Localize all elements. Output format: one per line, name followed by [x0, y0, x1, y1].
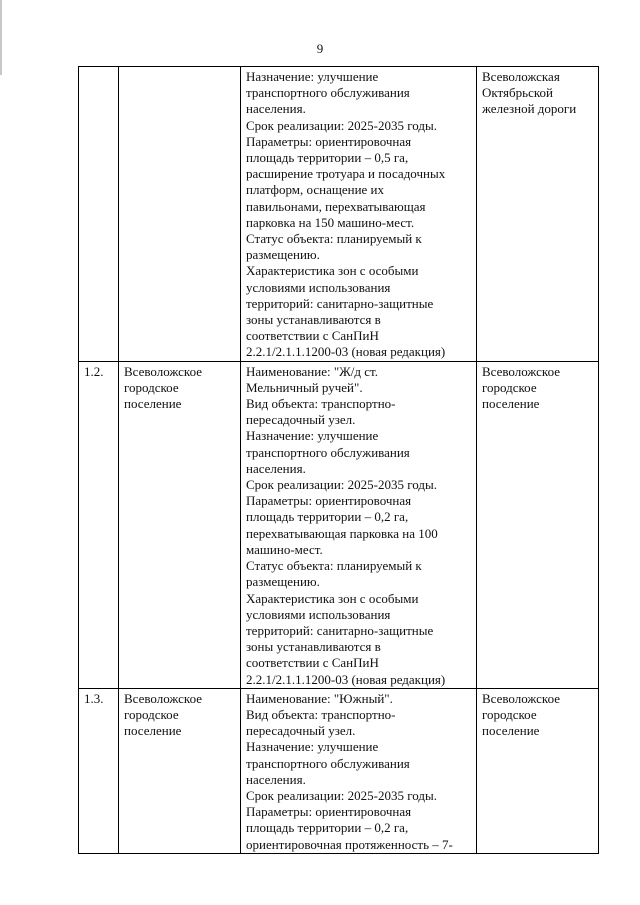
description-line: площадь территории – 0,2 га,	[246, 820, 409, 836]
scan-edge-mark	[0, 0, 2, 75]
settlement-line: Всеволожское	[124, 690, 203, 706]
description-line: Назначение: улучшение	[246, 739, 379, 755]
description-line: Наименование: "Ж/д ст.	[246, 363, 379, 379]
location-line: поселение	[482, 723, 540, 739]
table-row	[79, 67, 599, 362]
description-line: зоны устанавливаются в	[246, 639, 381, 655]
description-line: павильонами, перехватывающая	[246, 198, 426, 214]
description-cell	[241, 361, 477, 688]
settlement-cell	[119, 688, 241, 853]
location-line: поселение	[482, 396, 540, 412]
description-line: перехватывающая парковка на 100	[246, 525, 438, 541]
description-line: Параметры: ориентировочная	[246, 493, 412, 509]
description-line: условиями использования	[246, 606, 391, 622]
description-line: Параметры: ориентировочная	[246, 133, 412, 149]
location-line: Всеволожское	[482, 363, 561, 379]
location-cell	[477, 67, 599, 362]
description-line: площадь территории – 0,5 га,	[246, 150, 409, 166]
description-line: транспортного обслуживания	[246, 755, 410, 771]
description-line: Статус объекта: планируемый к	[246, 558, 422, 574]
description-line: 2.2.1/2.1.1.1200-03 (новая редакция)	[246, 671, 446, 687]
description-line: ориентировочная протяженность – 7-	[246, 836, 453, 852]
location-line: Октябрьской	[482, 85, 553, 101]
description-line: Характеристика зон с особыми	[246, 590, 419, 606]
description-line: пересадочный узел.	[246, 412, 356, 428]
location-line: Всеволожское	[482, 690, 561, 706]
settlement-cell	[119, 361, 241, 688]
description-line: зоны устанавливаются в	[246, 312, 381, 328]
row-number-cell	[79, 361, 119, 688]
description-line: транспортного обслуживания	[246, 444, 410, 460]
description-line: Характеристика зон с особыми	[246, 263, 419, 279]
description-line: Срок реализации: 2025-2035 годы.	[246, 787, 437, 803]
description-line: пересадочный узел.	[246, 723, 356, 739]
description-line: парковка на 150 машино-мест.	[246, 214, 415, 230]
settlement-line: поселение	[124, 396, 182, 412]
table-body	[79, 67, 599, 854]
description-cell	[241, 67, 477, 362]
settlement-line: поселение	[124, 723, 182, 739]
description-line: машино-мест.	[246, 541, 323, 557]
settlement-line: городское	[124, 379, 179, 395]
description-line: Статус объекта: планируемый к	[246, 231, 422, 247]
table-row	[79, 688, 599, 853]
page-number: 9	[316, 41, 324, 56]
settlement-line: Всеволожское	[124, 363, 203, 379]
location-cell	[477, 688, 599, 853]
objects-table	[78, 66, 599, 854]
settlement-line: городское	[124, 706, 179, 722]
description-line: населения.	[246, 101, 306, 117]
description-cell	[241, 688, 477, 853]
description-line: Параметры: ориентировочная	[246, 804, 412, 820]
description-line: Назначение: улучшение	[246, 428, 379, 444]
description-line: Назначение: улучшение	[246, 69, 379, 84]
description-line: площадь территории – 0,2 га,	[246, 509, 409, 525]
description-line: населения.	[246, 771, 306, 787]
description-line: Наименование: "Южный".	[246, 690, 393, 706]
description-line: Мельничный ручей".	[246, 379, 363, 395]
row-number: 1.3.	[84, 690, 104, 706]
description-line: Вид объекта: транспортно-	[246, 706, 396, 722]
location-line: Всеволожская	[482, 69, 560, 84]
row-number-cell	[79, 67, 119, 362]
description-line: транспортного обслуживания	[246, 85, 410, 101]
location-line: городское	[482, 379, 537, 395]
description-line: территорий: санитарно-защитные	[246, 295, 434, 311]
table-row	[79, 361, 599, 688]
description-line: Срок реализации: 2025-2035 годы.	[246, 477, 437, 493]
location-line: городское	[482, 706, 537, 722]
description-line: платформ, оснащение их	[246, 182, 385, 198]
row-number: 1.2.	[84, 363, 104, 379]
location-cell	[477, 361, 599, 688]
description-line: населения.	[246, 460, 306, 476]
settlement-cell	[119, 67, 241, 362]
row-number-cell	[79, 688, 119, 853]
description-line: Срок реализации: 2025-2035 годы.	[246, 117, 437, 133]
description-line: территорий: санитарно-защитные	[246, 622, 434, 638]
location-line: железной дороги	[482, 101, 577, 117]
description-line: размещению.	[246, 574, 320, 590]
description-line: расширение тротуара и посадочных	[246, 166, 446, 182]
description-line: 2.2.1/2.1.1.1200-03 (новая редакция)	[246, 344, 446, 360]
description-line: Вид объекта: транспортно-	[246, 396, 396, 412]
description-line: размещению.	[246, 247, 320, 263]
description-line: условиями использования	[246, 279, 391, 295]
description-line: соответствии с СанПиН	[246, 328, 379, 344]
description-line: соответствии с СанПиН	[246, 655, 379, 671]
